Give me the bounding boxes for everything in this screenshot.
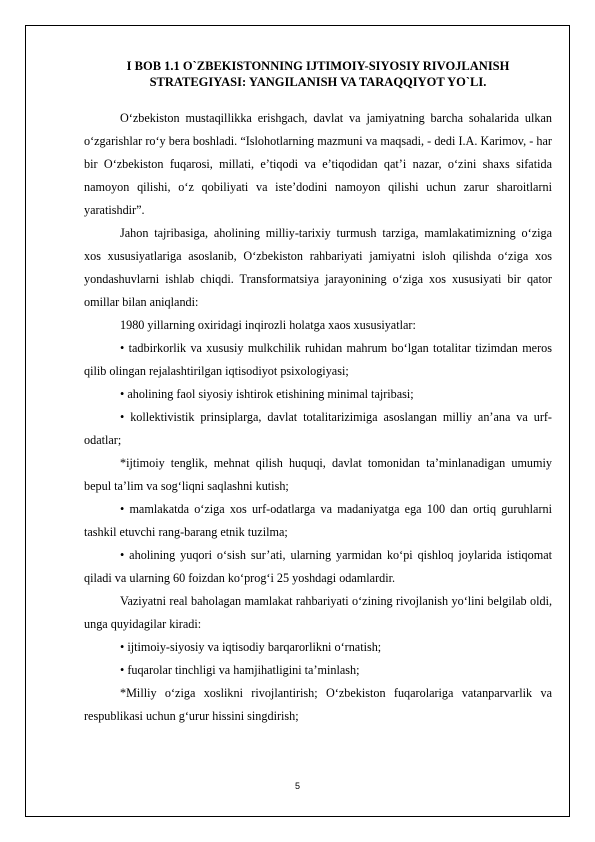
list-item-national-identity: *Milliy o‘ziga xoslikni rivojlantirish; O‘zbekiston fuqarolariga vatanparvarlik va respublikasi uchun g‘urur hissini singdirish;	[84, 686, 552, 723]
paragraph-intro: O‘zbekiston mustaqillikka erishgach, davlat va jamiyatning barcha sohalarida ulkan o‘zgarishlar ro‘y bera boshladi. “Islohotlarning mazmuni va maqsadi, - dedi I.A. Karimov, - har bir O‘zbekiston fuqarosi, millati, e’tiqodi va e’tiqodidan qat’i nazar, o‘zini shaxs sifatida namoyon qilishi, o‘z qobiliyati va iste’dodini namoyon qilishi uchun zarur sharoitlarni yaratishdir”.	[84, 111, 552, 217]
document-body	[84, 58, 552, 728]
list-item-political-participation: • aholining faol siyosiy ishtirok etishining minimal tajribasi;	[120, 387, 414, 401]
paragraph-crisis-features: 1980 yillarning oxiridagi inqirozli holatga xaos xususiyatlar:	[120, 318, 416, 332]
chapter-title-line-1: I BOB 1.1 O`ZBEKISTONNING IJTIMOIY-SIYOSIY RIVOJLANISH	[126, 59, 510, 73]
chapter-title	[84, 58, 552, 90]
paragraph-transformation: Jahon tajribasiga, aholining milliy-tarixiy turmush tarziga, mamlakatimizning o‘ziga xos xususiyatlariga asoslanib, O‘zbekiston rahbariyati jamiyatni isloh qilishda o‘ziga xos yondashuvlarni ishlab chiqdi. Transformatsiya jarayonining o‘ziga xos xususiyati bir qator omillar bilan aniqlandi:	[84, 226, 552, 309]
page-number: 5	[294, 781, 300, 791]
list-item-civil-peace: • fuqarolar tinchligi va hamjihatligini ta’minlash;	[120, 663, 360, 677]
paragraph-development-path: Vaziyatni real baholagan mamlakat rahbariyati o‘zining rivojlanish yo‘lini belgilab oldi, unga quyidagilar kiradi:	[84, 594, 552, 631]
list-item-ethnic-structure: • mamlakatda o‘ziga xos urf-odatlarga va madaniyatga ega 100 dan ortiq guruhlarni tashkil etuvchi rang-barang etnik tuzilma;	[84, 502, 552, 539]
list-item-planned-economy: • tadbirkorlik va xususiy mulkchilik ruhidan mahrum bo‘lgan totalitar tizimdan meros qilib olingan rejalashtirilgan iqtisodiyot psixologiyasi;	[84, 341, 552, 378]
list-item-collectivist-traditions: • kollektivistik prinsiplarga, davlat totalitarizimiga asoslangan milliy an’ana va urf-odatlar;	[84, 410, 552, 447]
chapter-title-line-2: STRATEGIYASI: YANGILANISH VA TARAQQIYOT YO`LI.	[149, 75, 487, 89]
list-item-population-growth: • aholining yuqori o‘sish sur’ati, ularning yarmidan ko‘pi qishloq joylarida istiqomat qiladi va ularning 60 foizdan ko‘prog‘i 25 yoshdagi odamlardir.	[84, 548, 552, 585]
list-item-stability: • ijtimoiy-siyosiy va iqtisodiy barqarorlikni o‘rnatish;	[120, 640, 382, 654]
list-item-social-equality: *ijtimoiy tenglik, mehnat qilish huquqi, davlat tomonidan ta’minlanadigan umumiy bepul ta’lim va sog‘liqni saqlashni kutish;	[84, 456, 552, 493]
